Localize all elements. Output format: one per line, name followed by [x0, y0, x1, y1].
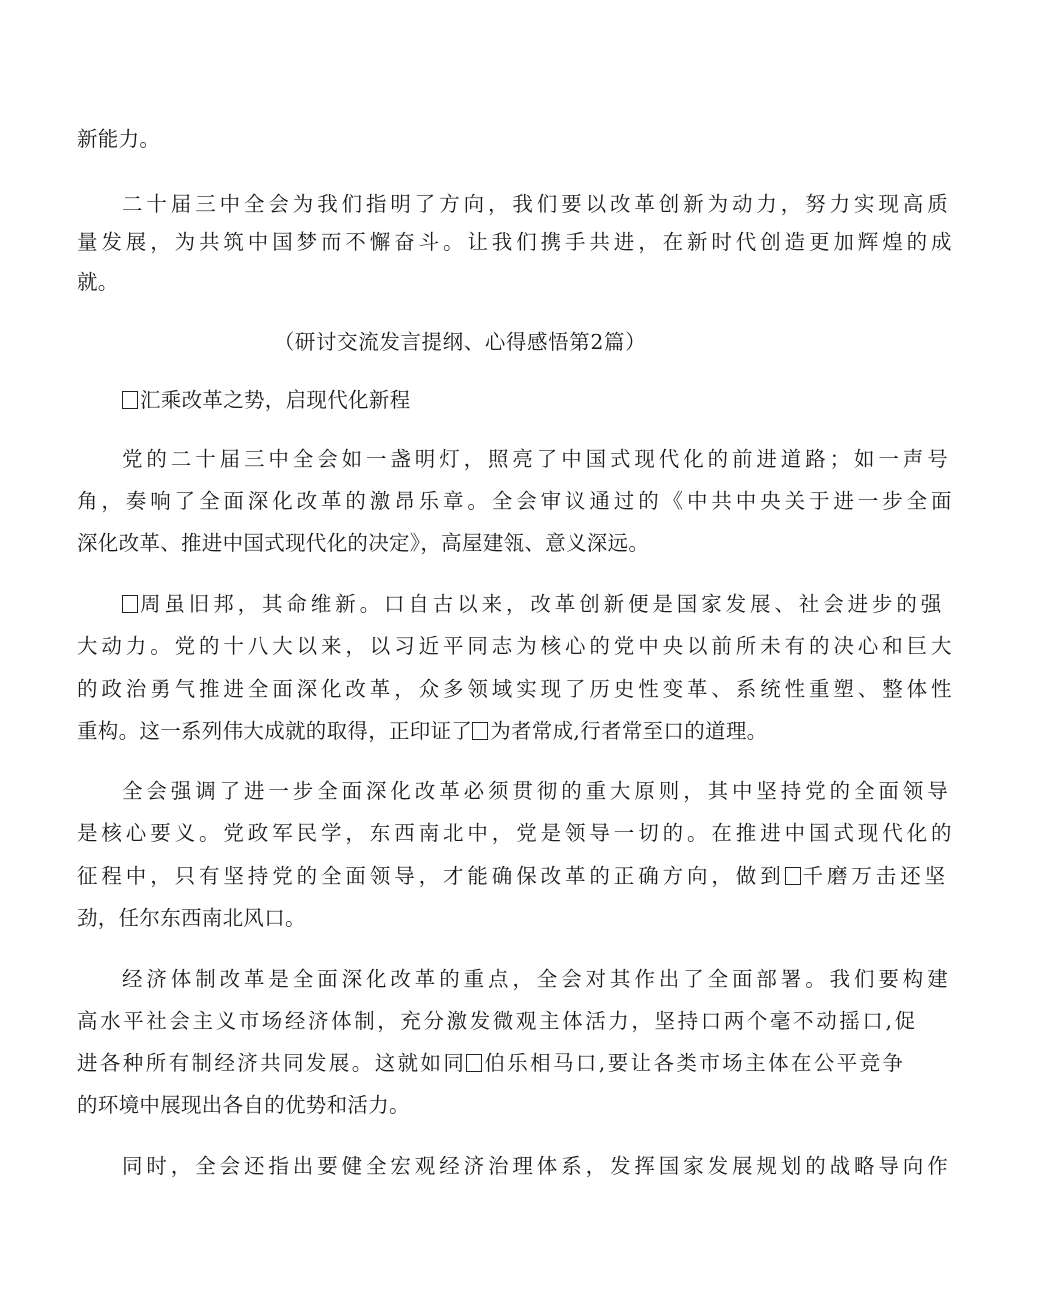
text-line — [77, 633, 997, 659]
missing-glyph-box — [122, 595, 138, 613]
line-text: 重构。这一系列伟大成就的取得，正印证了 — [77, 719, 473, 743]
section-heading — [122, 387, 1042, 413]
heading-text: 汇乘改革之势，启现代化新程 — [140, 388, 411, 412]
text-line — [77, 718, 997, 744]
line-text: 大动力。党的十八大以来，以习近平同志为核心的党中央以前所未有的决心和巨大 — [77, 634, 956, 658]
text-line — [77, 863, 997, 889]
line-text: 的政治勇气推进全面深化改革，众多领域实现了历史性变革、系统性重塑、整体性 — [77, 677, 956, 701]
text-line — [77, 676, 997, 702]
line-text: 就。 — [77, 270, 119, 294]
text-line — [77, 126, 997, 152]
text-line — [77, 1008, 997, 1034]
text-line — [77, 530, 997, 556]
line-text: 千磨万击还坚 — [802, 864, 950, 888]
section-title — [0, 329, 920, 355]
paragraph-first-line — [122, 966, 1042, 992]
paragraph-first-line — [122, 778, 1042, 804]
paragraph-first-line — [122, 191, 1042, 217]
line-text: 征程中，只有坚持党的全面领导，才能确保改革的正确方向，做到 — [77, 864, 785, 888]
paragraph-first-line — [122, 1153, 1042, 1179]
line-text: 二十届三中全会为我们指明了方向，我们要以改革创新为动力，努力实现高质 — [122, 192, 952, 216]
line-text: 量发展，为共筑中国梦而不懈奋斗。让我们携手共进，在新时代创造更加辉煌的成 — [77, 230, 956, 254]
line-text: 新能力。 — [77, 127, 161, 151]
line-text: 同时，全会还指出要健全宏观经济治理体系，发挥国家发展规划的战略导向作 — [122, 1154, 952, 1178]
text-line — [77, 905, 997, 931]
missing-glyph-box — [466, 1054, 482, 1072]
line-text: 全会强调了进一步全面深化改革必须贯彻的重大原则，其中坚持党的全面领导 — [122, 779, 952, 803]
line-text: 进各种所有制经济共同发展。这就如同 — [77, 1051, 467, 1075]
missing-glyph-box — [472, 722, 488, 740]
text-line — [77, 820, 997, 846]
text-line — [77, 1092, 997, 1118]
text-line — [77, 269, 997, 295]
line-text: 深化改革、推进中国式现代化的决定》，高屋建瓴、意义深远。 — [77, 531, 650, 555]
line-text: 的环境中展现出各自的优势和活力。 — [77, 1093, 410, 1117]
line-text: 党的二十届三中全会如一盏明灯，照亮了中国式现代化的前进道路；如一声号 — [122, 447, 952, 471]
line-text: 经济体制改革是全面深化改革的重点，全会对其作出了全面部署。我们要构建 — [122, 967, 952, 991]
line-text: 是核心要义。党政军民学，东西南北中，党是领导一切的。在推进中国式现代化的 — [77, 821, 956, 845]
section-title-text: （研讨交流发言提纲、心得感悟第2篇） — [273, 330, 647, 354]
line-text: 周虽旧邦，其命维新。口自古以来，改革创新便是国家发展、社会进步的强 — [140, 592, 946, 616]
line-text: 角，奏响了全面深化改革的激昂乐章。全会审议通过的《中共中央关于进一步全面 — [77, 489, 956, 513]
text-line — [77, 229, 997, 255]
line-text: 高水平社会主义市场经济体制，充分激发微观主体活力，坚持口两个毫不动摇口,促 — [77, 1009, 918, 1033]
text-line — [77, 1050, 997, 1076]
missing-glyph-box — [785, 867, 801, 885]
missing-glyph-box — [122, 391, 138, 409]
line-text: 劲，任尔东西南北风口。 — [77, 906, 306, 930]
text-line — [77, 488, 997, 514]
line-text: 伯乐相马口,要让各类市场主体在公平竞争 — [484, 1051, 906, 1075]
paragraph-first-line — [122, 446, 1042, 472]
paragraph-first-line — [122, 591, 1042, 617]
line-text: 为者常成,行者常至口的道理。 — [490, 719, 768, 743]
